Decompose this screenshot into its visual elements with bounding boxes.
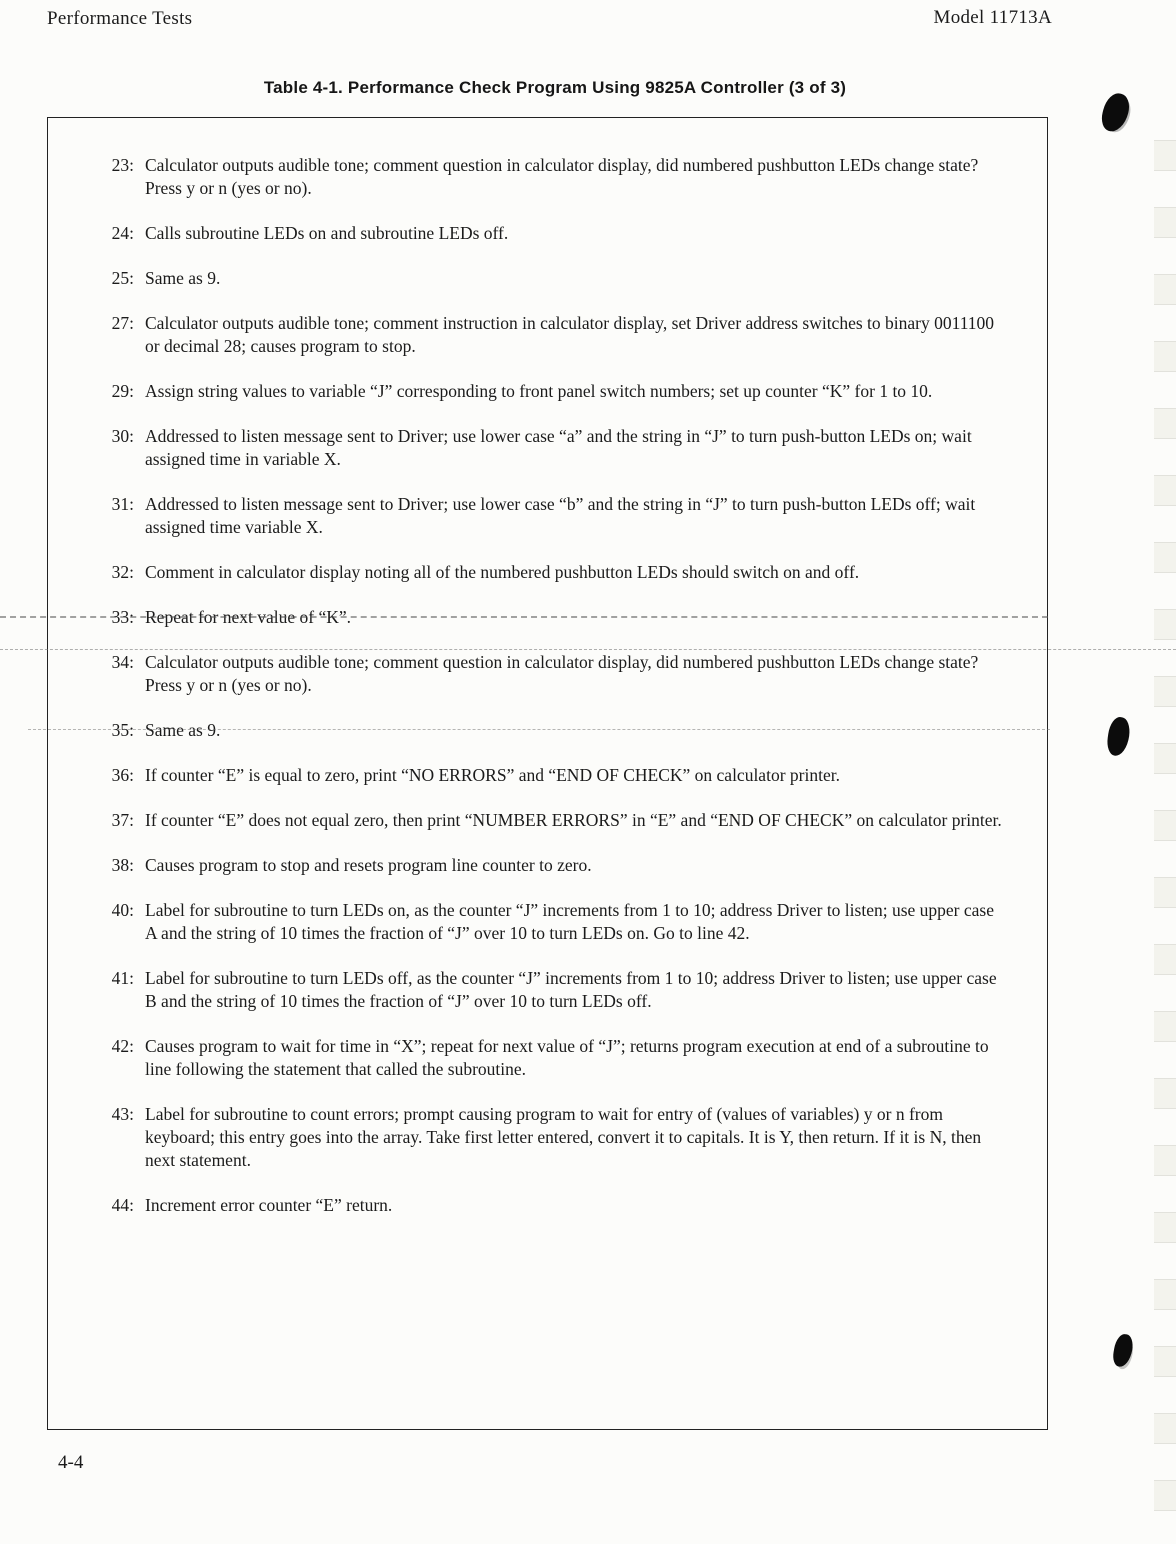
table-row <box>98 719 1009 742</box>
table-border-box <box>47 117 1048 1430</box>
table-title: Table 4-1. Performance Check Program Using 9825A Controller (3 of 3) <box>263 78 847 97</box>
table-row <box>98 1194 1009 1217</box>
item-text: Causes program to wait for time in “X”; repeat for next value of “J”; returns program execution at end of a subroutine to line following the statement that called the subroutine. <box>145 1036 989 1079</box>
binding-edge-marks <box>1154 130 1176 1520</box>
item-text: Assign string values to variable “J” corresponding to front panel switch numbers; set up counter “K” for 1 to 10. <box>145 381 933 401</box>
table-row <box>98 312 1009 358</box>
table-row <box>98 651 1009 697</box>
table-row <box>98 222 1009 245</box>
item-text: Same as 9. <box>145 268 221 288</box>
item-text: Repeat for next value of “K”. <box>145 607 352 627</box>
item-text: Label for subroutine to count errors; prompt causing program to wait for entry of (values of variables) y or n from keyboard; this entry goes into the array. Take first letter entered, convert it to capitals. It is Y, then return. If it is N, then next statement. <box>145 1104 982 1170</box>
item-number: 32: <box>111 562 134 582</box>
item-text: Calculator outputs audible tone; comment question in calculator display, did numbered pushbutton LEDs change state? Press y or n (yes or no). <box>145 155 979 198</box>
item-number: 30: <box>111 426 134 446</box>
item-text: Addressed to listen message sent to Driver; use lower case “a” and the string in “J” to turn push-button LEDs on; wait assigned time in variable X. <box>145 426 972 469</box>
item-number: 35: <box>111 720 134 740</box>
item-number: 38: <box>111 855 134 875</box>
item-text: Label for subroutine to turn LEDs off, as the counter “J” increments from 1 to 10; address Driver to listen; use upper case B and the string of 10 times the fraction of “J” over 10 to turn LEDs off. <box>145 968 997 1011</box>
item-text: Causes program to stop and resets program line counter to zero. <box>145 855 592 875</box>
ink-blot-artifact <box>1111 1333 1134 1369</box>
item-number: 40: <box>111 900 134 920</box>
table-row <box>98 380 1009 403</box>
item-text: Calls subroutine LEDs on and subroutine LEDs off. <box>145 223 509 243</box>
table-row <box>98 561 1009 584</box>
item-number: 29: <box>111 381 134 401</box>
running-header-right: Model 11713A <box>933 7 1052 28</box>
item-text: If counter “E” does not equal zero, then print “NUMBER ERRORS” in “E” and “END OF CHECK” on calculator printer. <box>145 810 1002 830</box>
table-row <box>98 425 1009 471</box>
table-row <box>98 899 1009 945</box>
table-row <box>98 809 1009 832</box>
scan-line-artifact <box>28 729 1050 730</box>
item-text: Label for subroutine to turn LEDs on, as the counter “J” increments from 1 to 10; address Driver to listen; use upper case A and the string of 10 times the fraction of “J” over 10 to turn LEDs on. Go to line 42. <box>145 900 994 943</box>
table-row <box>98 854 1009 877</box>
item-number: 23: <box>111 155 134 175</box>
item-number: 33: <box>111 607 134 627</box>
item-number: 37: <box>111 810 134 830</box>
item-number: 25: <box>111 268 134 288</box>
table-items <box>48 118 1047 1217</box>
table-row <box>98 267 1009 290</box>
table-row <box>98 154 1009 200</box>
item-text: Calculator outputs audible tone; comment question in calculator display, did numbered pushbutton LEDs change state? Press y or n (yes or no). <box>145 652 979 695</box>
table-row <box>98 493 1009 539</box>
item-number: 42: <box>111 1036 134 1056</box>
ink-blot-artifact <box>1105 716 1131 758</box>
item-number: 36: <box>111 765 134 785</box>
scan-line-artifact <box>0 649 1176 650</box>
scan-line-artifact <box>0 616 1048 618</box>
running-header-left: Performance Tests <box>47 8 193 29</box>
item-number: 44: <box>111 1195 134 1215</box>
page-number: 4-4 <box>58 1452 84 1473</box>
item-number: 27: <box>111 313 134 333</box>
item-text: If counter “E” is equal to zero, print “NO ERRORS” and “END OF CHECK” on calculator printer. <box>145 765 840 785</box>
item-number: 43: <box>111 1104 134 1124</box>
item-text: Addressed to listen message sent to Driver; use lower case “b” and the string in “J” to turn push-button LEDs off; wait assigned time variable X. <box>145 494 976 537</box>
item-number: 34: <box>111 652 134 672</box>
item-text: Increment error counter “E” return. <box>145 1195 393 1215</box>
item-number: 41: <box>111 968 134 988</box>
table-row <box>98 1035 1009 1081</box>
item-number: 24: <box>111 223 134 243</box>
item-number: 31: <box>111 494 134 514</box>
table-row <box>98 1103 1009 1172</box>
item-text: Same as 9. <box>145 720 221 740</box>
item-text: Calculator outputs audible tone; comment instruction in calculator display, set Driver address switches to binary 0011100 or decimal 28; causes program to stop. <box>145 313 995 356</box>
table-row <box>98 967 1009 1013</box>
item-text: Comment in calculator display noting all of the numbered pushbutton LEDs should switch on and off. <box>145 562 860 582</box>
table-row <box>98 764 1009 787</box>
